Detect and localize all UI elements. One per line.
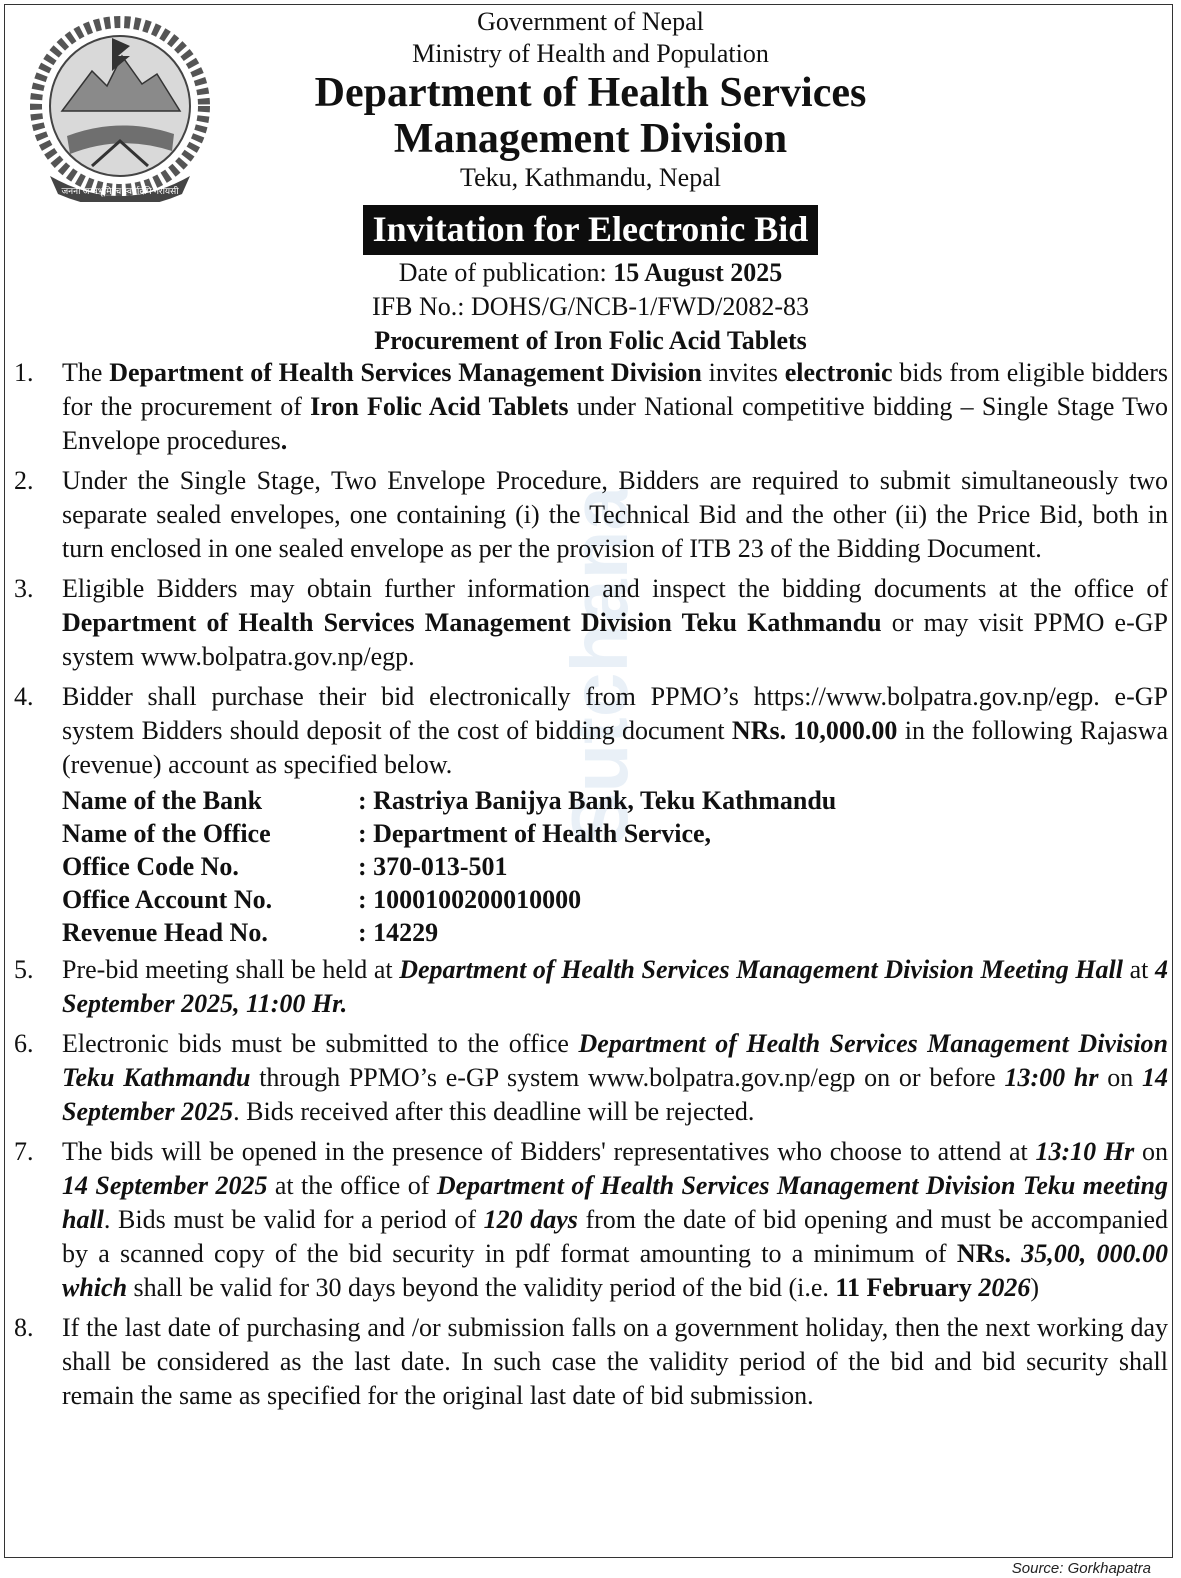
notice-title: Invitation for Electronic Bid bbox=[363, 205, 819, 255]
list-item: 7. The bids will be opened in the presence of Bidders' representatives who choose to attend at 13:10 Hr on 14 September 2025 at the office of Department of Health Services Management Division Teku meeting hall. Bids must be valid for a period of 120 days from the date of bid opening and must be accompanied by a scanned copy of the bid security in pdf format amounting to a minimum of NRs. 35,00, 000.00 which shall be valid for 30 days beyond the validity period of the bid (i.e. 11 February 2026) bbox=[14, 1137, 1169, 1302]
source-credit: Source: Gorkhapatra bbox=[1011, 1560, 1151, 1577]
bank-row: Name of the Office : Department of Health Service, bbox=[62, 819, 712, 848]
list-item: 5. Pre-bid meeting shall be held at Department of Health Services Management Division Meeting Hall at 4 September 2025, 11:00 Hr. bbox=[14, 955, 1169, 1018]
list-item: 2. Under the Single Stage, Two Envelope Procedure, Bidders are required to submit simultaneously two separate sealed envelopes, one containing (i) the Technical Bid and the other (ii) the Price Bid, both in turn enclosed in one sealed envelope as per the provision of ITB 23 of the Bidding Document. bbox=[14, 466, 1168, 563]
notice-meta bbox=[0, 256, 1181, 358]
address: Teku, Kathmandu, Nepal bbox=[460, 163, 721, 192]
bank-row: Name of the Bank : Rastriya Banijya Bank, Teku Kathmandu bbox=[62, 786, 837, 815]
emblem-motto: जननी जन्मभूमिश्च स्वर्गादपि गरीयसी bbox=[61, 186, 179, 196]
division-name: Management Division bbox=[393, 116, 788, 162]
procurement-subject: Procurement of Iron Folic Acid Tablets bbox=[374, 326, 807, 355]
header bbox=[230, 6, 951, 194]
list-item: 8. If the last date of purchasing and /or submission falls on a government holiday, then the next working day shall be considered as the last date. In such case the validity period of the bid and bid security shall remain the same as specified for the original last date of bid submission. bbox=[14, 1313, 1168, 1410]
watermark: Sutchana bbox=[555, 485, 645, 847]
nepal-emblem-icon bbox=[22, 16, 218, 202]
list-item: 3. Eligible Bidders may obtain further information and inspect the bidding documents at the office of Department of Health Services Management Division Teku Kathmandu or may visit PPMO e-GP system www.bolpatra.gov.np/egp. bbox=[14, 574, 1168, 671]
ifb-number: IFB No.: DOHS/G/NCB-1/FWD/2082-83 bbox=[372, 292, 809, 321]
bank-details bbox=[62, 784, 1168, 949]
list-item: 1. The Department of Health Services Management Division invites electronic bids from eligible bidders for the procurement of Iron Folic Acid Tablets under National competitive bidding – Single Stage Two Envelope procedures. bbox=[14, 358, 1168, 455]
list-item: 4. Bidder shall purchase their bid electronically from PPMO’s https://www.bolpatra.gov.np/egp. e-GP system Bidders should deposit of the cost of bidding document NRs. 10,000.00 in the following Rajaswa (revenue) account as specified below. bbox=[14, 682, 1168, 779]
bank-row: Office Account No. : 1000100200010000 bbox=[62, 885, 582, 914]
bank-row: Revenue Head No. : 14229 bbox=[62, 918, 439, 947]
publication-date: Date of publication: 15 August 2025 bbox=[398, 258, 783, 287]
list-item: 6. Electronic bids must be submitted to the office Department of Health Services Management Division Teku Kathmandu through PPMO’s e-GP system www.bolpatra.gov.np/egp on or before 13:00 hr on 14 September 2025. Bids received after this deadline will be rejected. bbox=[14, 1029, 1169, 1126]
ministry-name: Ministry of Health and Population bbox=[412, 39, 769, 68]
department-name: Department of Health Services bbox=[314, 70, 867, 116]
gov-name: Government of Nepal bbox=[477, 7, 704, 36]
bank-row: Office Code No. : 370-013-501 bbox=[62, 852, 508, 881]
notice-body bbox=[14, 356, 1168, 1419]
